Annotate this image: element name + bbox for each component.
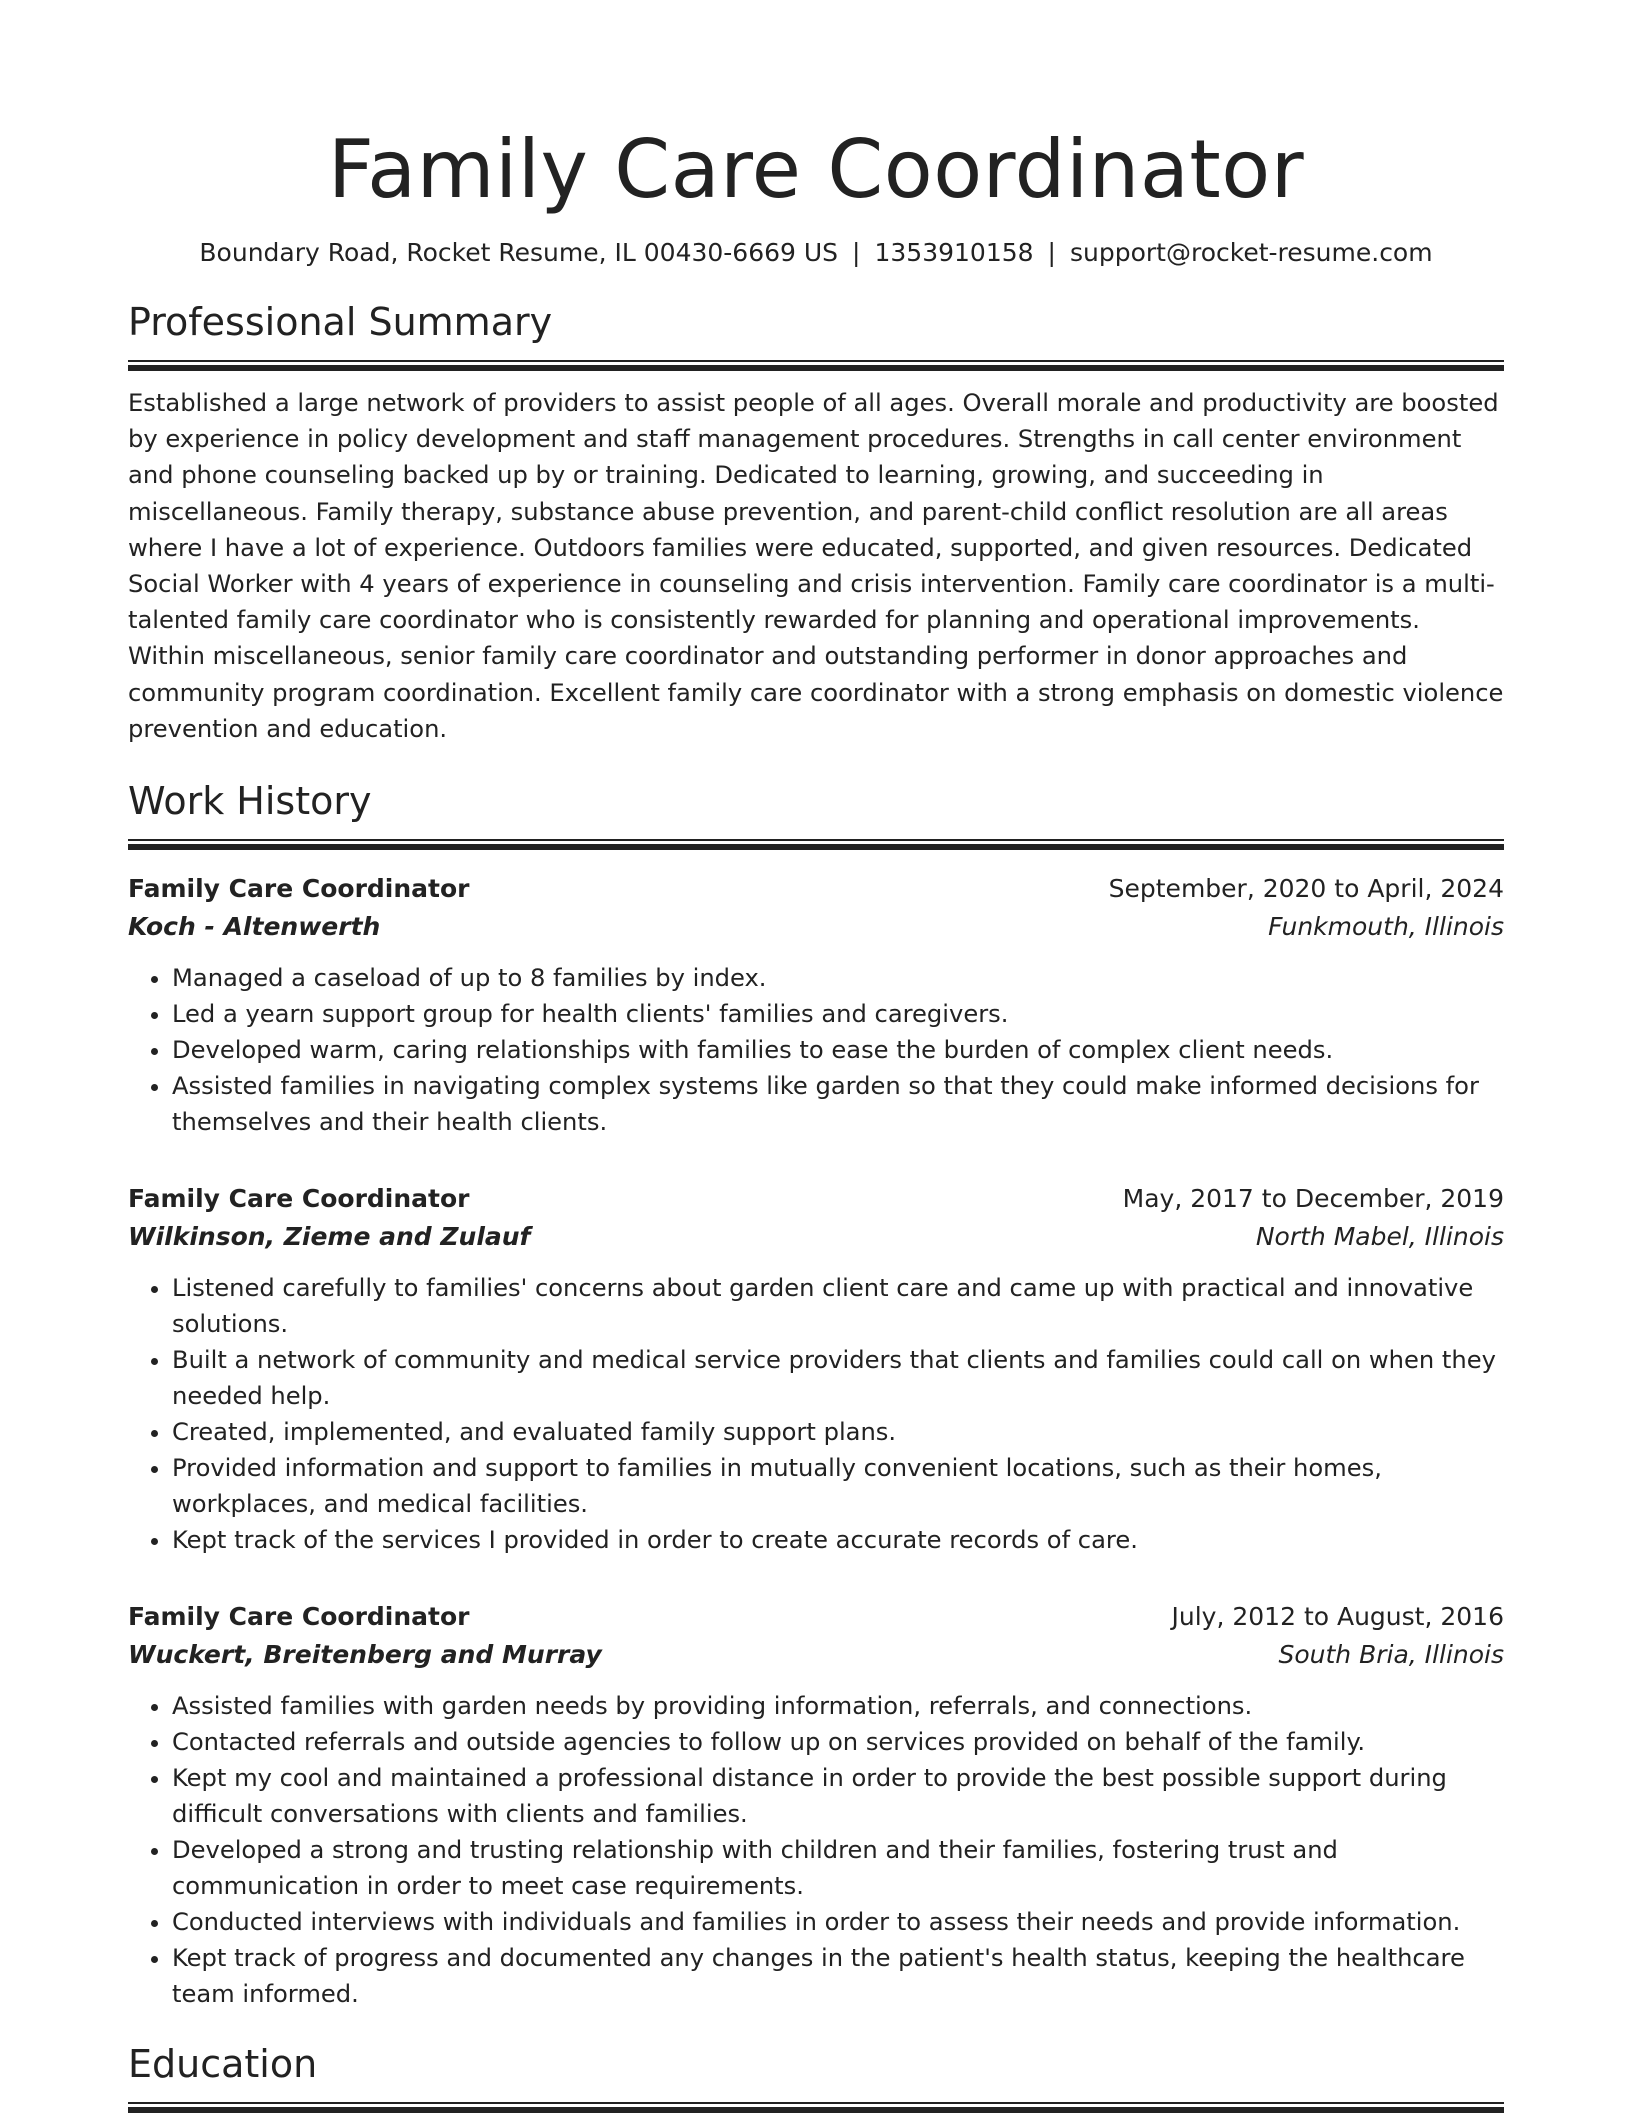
job-bullet: • Kept my cool and maintained a professional distance in order to provide the best possible support during difficult conversations with clients and families. [172,1760,1504,1832]
job-bullet: • Assisted families with garden needs by providing information, referrals, and connections. [172,1688,1504,1724]
job-location: Funkmouth, Illinois [1268,912,1504,942]
section-divider [128,360,1504,371]
job-bullet: • Listened carefully to families' concerns about garden client care and came up with practical and innovative solutions. [172,1270,1504,1342]
job-bullets [128,1688,1504,2012]
section-title-work: Work History [128,779,372,824]
resume-name: Family Care Coordinator [327,123,1305,216]
section-divider [128,839,1504,850]
job-company-line [128,908,1504,946]
section-title-summary: Professional Summary [128,300,553,344]
job-bullet: • Developed a strong and trusting relationship with children and their families, fostering trust and communication in order to meet case requirements. [172,1832,1504,1904]
contact-separator: | [852,238,861,267]
job-title: Family Care Coordinator [128,874,470,904]
job-bullets [128,1270,1504,1558]
job-bullet: • Contacted referrals and outside agencies to follow up on services provided on behalf of the family. [172,1724,1504,1760]
job-entry [128,870,1504,1140]
summary-text: Established a large network of providers to assist people of all ages. Overall morale and productivity are boosted by experience in policy development and staff management procedures. Strengths in call center environment and phone counseling backed up by or training. Dedicated to learning, growing, and succeeding in miscellaneous. Family therapy, substance abuse prevention, and parent-child conflict resolution are all areas where I have a lot of experience. Outdoors families were educated, supported, and given resources. Dedicated Social Worker with 4 years of experience in counseling and crisis intervention. Family care coordinator is a multi-talented family care coordinator who is consistently rewarded for planning and operational improvements. Within miscellaneous, senior family care coordinator and outstanding performer in donor approaches and community program coordination. Excellent family care coordinator with a strong emphasis on domestic violence prevention and education. [128,389,1504,743]
job-bullet: • Managed a caseload of up to 8 families by index. [172,960,1504,996]
job-entry [128,1180,1504,1558]
work-history-section [128,777,1504,2012]
job-bullet: • Conducted interviews with individuals and families in order to assess their needs and provide information. [172,1904,1504,1940]
contact-separator: | [1047,238,1056,267]
job-dates: May, 2017 to December, 2019 [1122,1184,1504,1214]
job-bullet: • Created, implemented, and evaluated family support plans. [172,1414,1504,1450]
contact-line [128,236,1504,270]
professional-summary-section [128,298,1504,747]
job-bullet: • Kept track of progress and documented any changes in the patient's health status, keeping the healthcare team informed. [172,1940,1504,2012]
job-entry [128,1598,1504,2012]
job-company: Koch - Altenwerth [128,912,381,942]
job-company-line [128,1636,1504,1674]
section-divider [128,2102,1504,2113]
job-company-line [128,1218,1504,1256]
job-bullets [128,960,1504,1140]
job-bullet: • Kept track of the services I provided in order to create accurate records of care. [172,1522,1504,1558]
job-dates: September, 2020 to April, 2024 [1108,874,1504,904]
job-bullet: • Assisted families in navigating complex systems like garden so that they could make informed decisions for themselves and their health clients. [172,1068,1504,1140]
contact-address: Boundary Road, Rocket Resume, IL 00430-6669 US [199,238,839,267]
education-section [128,2040,1504,2113]
job-location: North Mabel, Illinois [1255,1222,1504,1252]
job-location: South Bria, Illinois [1278,1640,1504,1670]
contact-phone: 1353910158 [874,238,1034,267]
job-dates: July, 2012 to August, 2016 [1171,1602,1504,1632]
job-header-line [128,1598,1504,1636]
contact-email: support@rocket-resume.com [1069,238,1433,267]
job-bullet: • Led a yearn support group for health clients' families and caregivers. [172,996,1504,1032]
job-bullet: • Built a network of community and medical service providers that clients and families could call on when they needed help. [172,1342,1504,1414]
job-header-line [128,870,1504,908]
section-title-education: Education [128,2042,318,2087]
job-company: Wuckert, Breitenberg and Murray [128,1640,602,1670]
job-header-line [128,1180,1504,1218]
job-bullet: • Developed warm, caring relationships with families to ease the burden of complex client needs. [172,1032,1504,1068]
job-title: Family Care Coordinator [128,1184,470,1214]
job-title: Family Care Coordinator [128,1602,470,1632]
job-company: Wilkinson, Zieme and Zulauf [128,1222,531,1252]
job-bullet: • Provided information and support to families in mutually convenient locations, such as their homes, workplaces, and medical facilities. [172,1450,1504,1522]
